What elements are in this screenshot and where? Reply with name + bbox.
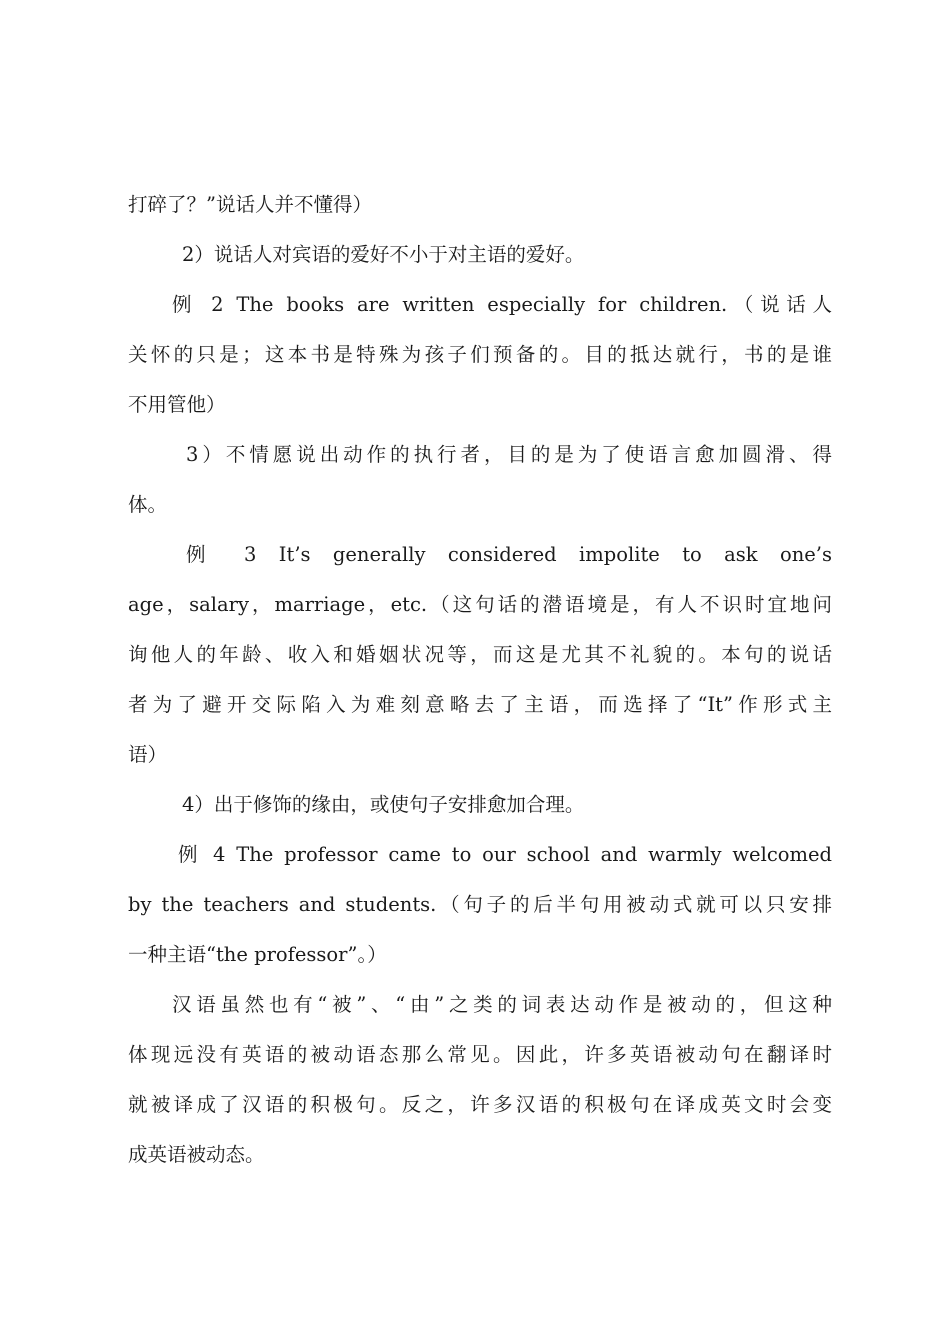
- text-line: 者为了避开交际陷入为难刻意略去了主语，而选择了“It”作形式主: [128, 693, 832, 716]
- text-line: 打碎了？”说话人并不懂得）: [128, 193, 372, 216]
- text-line: 关怀的只是；这本书是特殊为孩子们预备的。目的抵达就行，书的是谁: [128, 343, 832, 366]
- text-line: age，salary，marriage，etc.（这句话的潜语境是，有人不识时宜地问: [128, 593, 832, 616]
- text-line: 成英语被动态。: [128, 1143, 265, 1166]
- list-item-4: 4）出于修饰的缘由，或使句子安排愈加合理。: [182, 793, 585, 816]
- paragraph-line: 汉语虽然也有“被”、“由”之类的词表达动作是被动的，但这种: [172, 993, 832, 1016]
- example-3-line: 例 3 It’s generally considered impolite to ask one’s: [186, 543, 832, 566]
- text-line: 一种主语“the professor”。）: [128, 943, 387, 966]
- example-2-line: 例 2 The books are written especially for children.（说话人: [172, 293, 832, 316]
- list-item-3: 3）不情愿说出动作的执行者，目的是为了使语言愈加圆滑、得: [186, 443, 832, 466]
- text-line: 体现远没有英语的被动语态那么常见。因此，许多英语被动句在翻译时: [128, 1043, 832, 1066]
- text-line: by the teachers and students.（句子的后半句用被动式就可以只安排: [128, 893, 832, 916]
- text-line: 语）: [128, 743, 168, 766]
- text-line: 不用管他）: [128, 393, 226, 416]
- text-line: 询他人的年龄、收入和婚姻状况等，而这是尤其不礼貌的。本句的说话: [128, 643, 832, 666]
- list-item-2: 2）说话人对宾语的爱好不小于对主语的爱好。: [182, 243, 585, 266]
- text-line: 体。: [128, 493, 168, 516]
- example-4-line: 例 4 The professor came to our school and warmly welcomed: [178, 843, 832, 866]
- text-line: 就被译成了汉语的积极句。反之，许多汉语的积极句在译成英文时会变: [128, 1093, 832, 1116]
